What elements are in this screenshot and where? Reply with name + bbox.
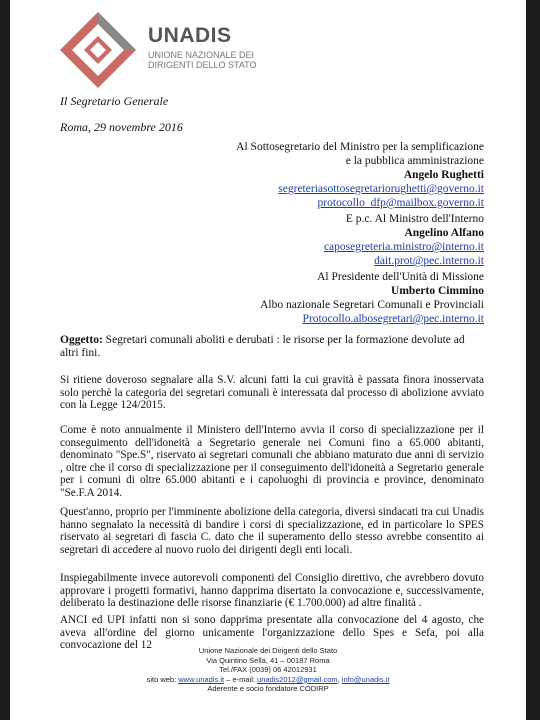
subject-line: [60, 334, 480, 360]
brand-name: UNADIS: [148, 24, 232, 47]
recipient-block-3: Al Presidente dell'Unità di Missione Umberto Cimmino Albo nazionale Segretari Comunali e Provinciali Protocollo.albosegretari@pec.interno.it: [260, 271, 484, 325]
letter-page: [10, 0, 526, 720]
recipient-name: Umberto Cimmino: [391, 285, 484, 297]
footer-contacts: sito web: www.unadis.it – e-mail: unadis2012@gmail.com, info@unadis.it: [146, 674, 390, 684]
brand-subtitle: UNIONE NAZIONALE DEI DIRIGENTI DELLO STATO: [148, 50, 257, 70]
letter-footer: Unione Nazionale dei Dirigenti dello Stato Via Quintino Sella, 41 – 00187 Roma Tel./FAX (0039) 06 42012931 sito web: www.unadis.it – e-mail: unadis2012@gmail.com, info@unadis.it Aderente e socio fondatore CODIRP: [10, 646, 526, 694]
subject-label: Oggetto:: [60, 334, 103, 346]
email-link[interactable]: dait.prot@pec.interno.it: [374, 255, 484, 267]
place-date: Roma, 29 novembre 2016: [60, 120, 183, 134]
recipient-block-2: E p.c. Al Ministro dell'Interno Angelino Alfano caposegreteria.ministro@interno.it dait.prot@pec.interno.it: [323, 213, 484, 267]
email-link[interactable]: info@unadis.it: [341, 674, 390, 684]
email-link[interactable]: Protocollo.albosegretari@pec.interno.it: [302, 313, 484, 325]
recipient-name: Angelo Rughetti: [403, 169, 484, 181]
email-link[interactable]: caposegreteria.ministro@interno.it: [323, 241, 484, 253]
body-paragraph-1: Si ritiene doveroso segnalare alla S.V. alcuni fatti la cui gravità è passata finora inosservata solo perchè la categoria dei segretari comunali è interessata dal processo di abolizione avviato con la Legge 124/2015.: [60, 374, 484, 412]
body-paragraph-3: Quest'anno, proprio per l'imminente abolizione della categoria, diversi sindacati tra cui Unadis hanno segnalato la necessità di bandire i corsi di specializzazione, ed in particolare lo SPES riservato ai segretari di fascia C. dato che il superamento dello stesso avrebbe consentito ai segretari di accedere al nuovo ruolo dei dirigenti degli enti locali.: [60, 506, 484, 556]
body-paragraph-2: Come è noto annualmente il Ministero dell'Interno avvia il corso di specializzazione per il conseguimento dell'idoneità a Segretario generale nei Comuni fino a 65.000 abitanti, denominato "Spe.S", riservato ai segretari comunali che abbiano maturato due anni di servizio , oltre che il corso di specializzazione per il conseguimento dell'idoneità a Segretario generale per i comuni di oltre 65.000 abitanti e i capoluoghi di provincia e province, denominato "Se.F.A 2014.: [60, 424, 484, 499]
recipient-block-1: Al Sottosegretario del Ministro per la semplificazione e la pubblica amministrazione Angelo Rughetti segreteriasottosegretariorughetti@governo.it protocollo_dfp@mailbox.governo.it: [236, 141, 484, 209]
unadis-logo-icon: [58, 10, 138, 90]
website-link[interactable]: www.unadis.it: [178, 674, 225, 684]
email-link[interactable]: protocollo_dfp@mailbox.governo.it: [317, 197, 484, 209]
email-link[interactable]: segreteriasottosegretariorughetti@governo.it: [278, 183, 484, 195]
subject-text: Segretari comunali aboliti e derubati : le risorse per la formazione devolute ad altri fini.: [60, 334, 465, 359]
email-link[interactable]: unadis2012@gmail.com: [257, 674, 338, 684]
body-paragraph-5: ANCI ed UPI infatti non si sono dapprima presentate alla convocazione del 4 agosto, che aveva all'ordine del giorno unicamente l'organizzazione dello Spes e Sefa, poi alla convocazione del 12: [60, 614, 484, 652]
body-paragraph-4: Inspiegabilmente invece autorevoli componenti del Consiglio direttivo, che avrebbero dovuto approvare i progetti formativi, hanno dapprima disertato la convocazione e, successivamente, deliberato la destinazione delle risorse finanziarie (€ 1.700.000) ad altre finalità .: [60, 572, 484, 610]
recipient-name: Angelino Alfano: [404, 227, 484, 239]
signatory-title: Il Segretario Generale: [60, 94, 169, 108]
